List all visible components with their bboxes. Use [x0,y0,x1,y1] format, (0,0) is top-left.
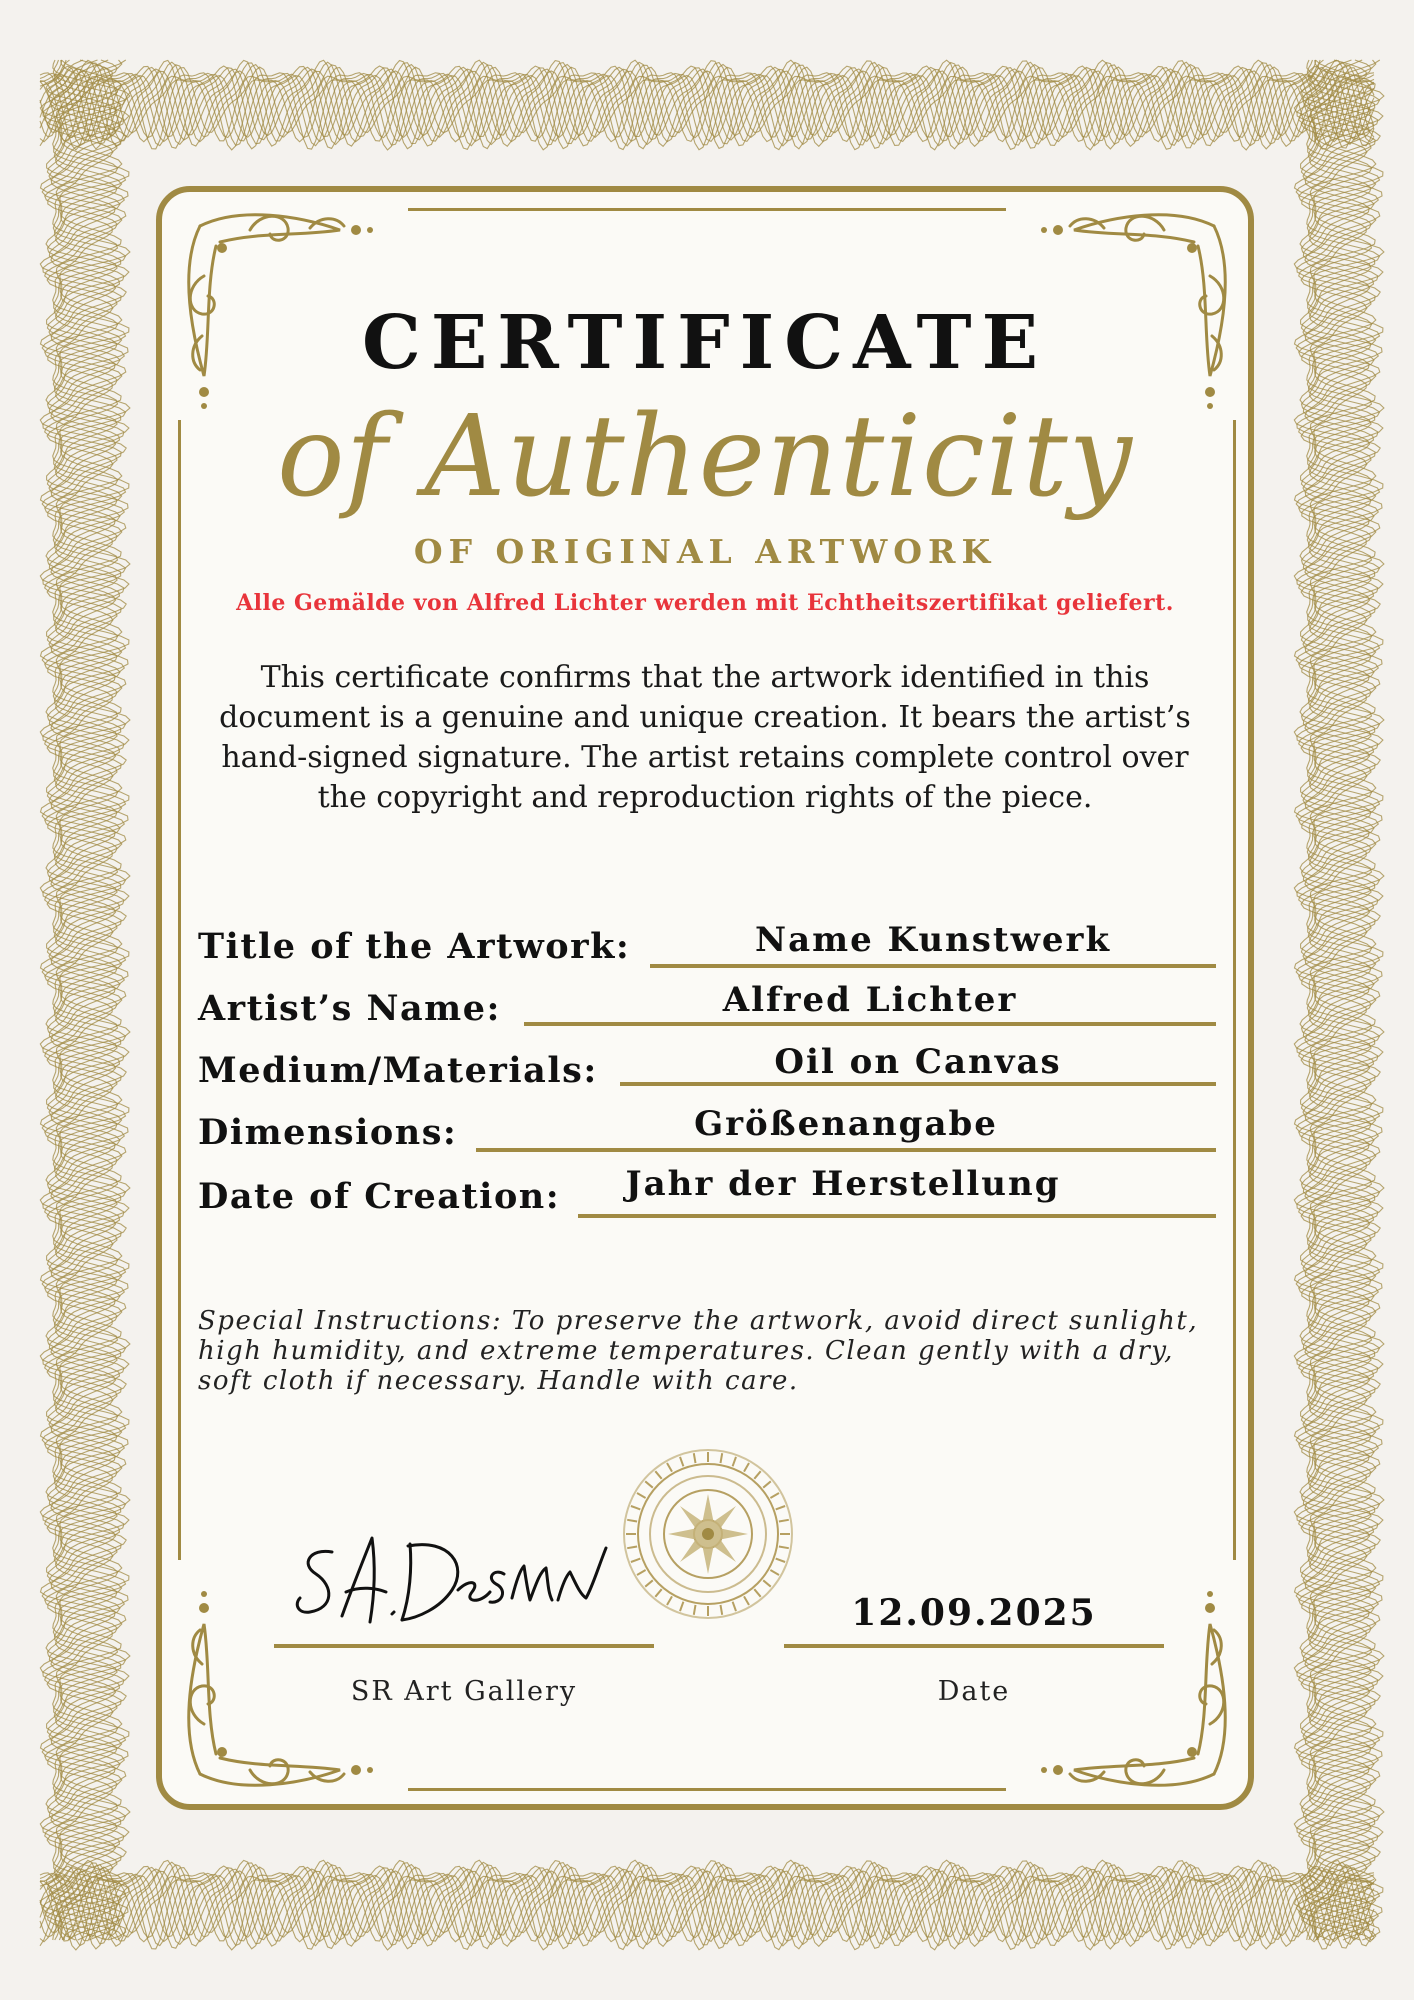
seal-ray [744,1463,749,1472]
certificate-script-title: of Authenticity [277,392,1133,522]
field-value-artist-name: Alfred Lichter [722,980,1018,1020]
seal-ray [770,1570,779,1575]
inner-left-line [178,420,181,1560]
seal-ray [694,1453,696,1463]
seal-ray [744,1596,749,1605]
seal-ray [694,1605,696,1615]
field-underline [476,1148,1216,1152]
field-value-medium: Oil on Canvas [774,1042,1062,1082]
artist-notice: Alle Gemälde von Alfred Lichter werden mit Echtheitszertifikat geliefert. [236,590,1174,616]
field-label: Medium/Materials: [198,1050,598,1091]
seal-ray [754,1471,760,1479]
seal-ray [776,1506,785,1509]
seal-ray [733,1457,736,1466]
seal-ray [680,1457,683,1466]
date-line [784,1644,1164,1648]
seal-ray [763,1481,771,1487]
seal-ray [776,1559,785,1562]
field-underline [524,1022,1216,1026]
intro-paragraph: This certificate confirms that the artwork identified in this document is a genuine and unique creation. It bears the artist’s hand-signed signature. The artist retains complete control over the copyright and reproduction rights of the piece. [219,660,1191,815]
seal-ray [680,1602,683,1611]
inner-bottom-line [408,1788,1006,1791]
field-value-dimensions: Größenangabe [694,1104,998,1144]
seal-ray [667,1596,672,1605]
seal-ray [631,1506,640,1509]
inner-right-line [1233,420,1236,1560]
seal-ray [645,1580,653,1586]
seal-ray [631,1559,640,1562]
seal-ray [721,1453,723,1463]
field-label: Dimensions: [198,1112,458,1153]
seal-ray [645,1481,653,1487]
field-underline [650,964,1216,968]
seal-ray [637,1493,646,1498]
seal-ray [779,1520,789,1522]
field-label: Artist’s Name: [198,988,501,1029]
certificate-subtitle: OF ORIGINAL ARTWORK [413,532,997,571]
seal-ray [733,1602,736,1611]
special-instructions: Special Instructions: To preserve the artwork, avoid direct sunlight, high humidity, and extreme temperatures. Clean gently with a dry, soft cloth if necessary. Handle with care. [198,1306,1199,1396]
seal-ray [779,1547,789,1549]
certificate-title: CERTIFICATE [361,300,1049,386]
field-underline [620,1082,1216,1086]
seal-ray [637,1570,646,1575]
seal-ray [627,1520,637,1522]
seal-ray [754,1589,760,1597]
seal-ray [667,1463,672,1472]
date-label: Date [937,1676,1011,1707]
field-label: Title of the Artwork: [198,926,631,967]
seal-ray [721,1605,723,1615]
gold-seal-emblem [620,1446,796,1622]
field-label: Date of Creation: [198,1176,561,1217]
field-value-date-of-creation: Jahr der Herstellung [625,1164,1061,1204]
seal-ray [763,1580,771,1586]
seal-ray [627,1547,637,1549]
seal-ray [770,1493,779,1498]
seal-ray [655,1471,661,1479]
field-underline [578,1214,1216,1218]
signature-label: SR Art Gallery [350,1676,578,1707]
issue-date-value: 12.09.2025 [851,1592,1097,1634]
field-value-artwork-title: Name Kunstwerk [754,920,1111,960]
handwritten-signature [290,1508,610,1638]
seal-ray [655,1589,661,1597]
inner-top-line [408,208,1006,211]
signature-line [274,1644,654,1648]
